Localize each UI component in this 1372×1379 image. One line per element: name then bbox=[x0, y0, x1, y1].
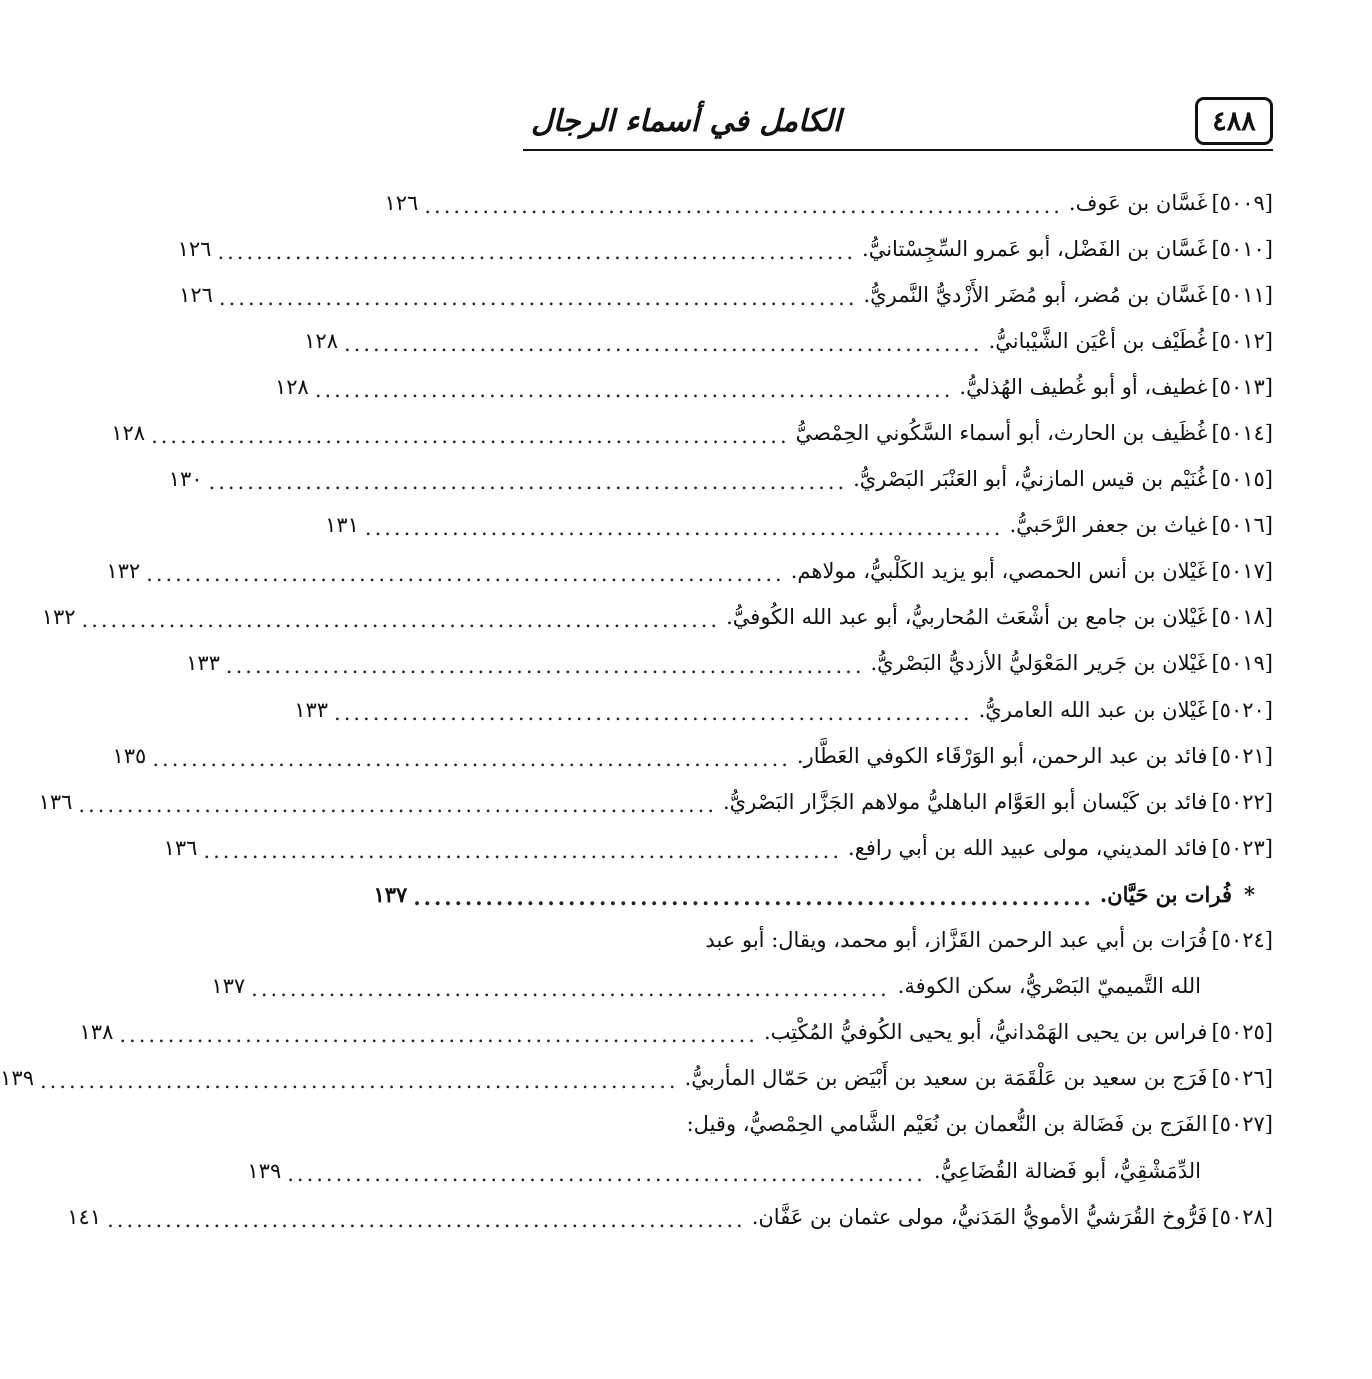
entry-number: [٥٠١٧] bbox=[1211, 559, 1273, 584]
toc-entry bbox=[294, 687, 1273, 733]
leader-dots: .................................................................. bbox=[424, 193, 1063, 218]
entry-page: ١٢٨ bbox=[111, 421, 146, 446]
entry-title: فائد بن عبد الرحمن، أبو الوَرْقَاء الكوفي العَطَّار. bbox=[796, 743, 1208, 768]
leader-dots: .................................................................. bbox=[152, 746, 791, 771]
entry-number: [٥٠٢١] bbox=[1211, 743, 1273, 768]
page-number: ٤٨٨ bbox=[1212, 105, 1256, 137]
leader-dots: .................................................................. bbox=[203, 838, 843, 863]
leader-dots: .................................................................. bbox=[344, 331, 983, 356]
entry-page: ١٣٨ bbox=[79, 1020, 114, 1045]
entry-number: [٥٠١١] bbox=[1211, 282, 1273, 307]
entry-number: [٥٠٢٧] bbox=[1211, 1112, 1273, 1137]
leader-dots: .................................................................. bbox=[413, 884, 1094, 910]
table-of-contents bbox=[0, 180, 1273, 1240]
toc-entry bbox=[177, 226, 1273, 272]
entry-title: غياث بن جعفر الرَّحَبيُّ. bbox=[1009, 513, 1208, 538]
entry-number: [٥٠٢٣] bbox=[1211, 835, 1273, 860]
entry-number: [٥٠٢٢] bbox=[1211, 789, 1273, 814]
leader-dots: .................................................................. bbox=[217, 239, 857, 264]
toc-entry bbox=[523, 1102, 1273, 1148]
toc-entry bbox=[274, 364, 1273, 410]
entry-number: [٥٠١٤] bbox=[1211, 421, 1273, 446]
entry-page: ١٤١ bbox=[67, 1204, 102, 1229]
entry-title: غُطَيْف بن أعْيَن الشَّيْبانيُّ. bbox=[988, 328, 1208, 353]
entry-number: [٥٠١٦] bbox=[1211, 513, 1273, 538]
entry-number: [٥٠١٨] bbox=[1211, 605, 1273, 630]
entry-title: غَيْلان بن جَرير المَعْوَليُّ الأزديُّ البَصْريُّ. bbox=[870, 651, 1208, 676]
toc-entry bbox=[67, 1194, 1273, 1240]
entry-title: غَيْلان بن أنس الحمصي، أبو يزيد الكَلْبيُّ، مولاهم. bbox=[790, 559, 1208, 584]
page-number-box bbox=[1195, 97, 1273, 145]
entry-number: [٥٠٢٠] bbox=[1211, 697, 1273, 722]
entry-page: ١٢٦ bbox=[179, 282, 213, 307]
star-marker: * bbox=[1244, 881, 1255, 907]
entry-title: غَسَّان بن الفَضْل، أبو عَمرو السِّجِسْتانيُّ. bbox=[862, 236, 1208, 261]
heading-page: ١٣٧ bbox=[373, 881, 408, 907]
leader-dots: .................................................................. bbox=[287, 1161, 926, 1186]
leader-dots: .................................................................. bbox=[78, 792, 717, 817]
toc-entry bbox=[111, 410, 1273, 456]
entry-page: ١٢٨ bbox=[274, 374, 309, 399]
toc-entry bbox=[106, 549, 1273, 595]
entry-number: [٥٠١٩] bbox=[1211, 651, 1273, 676]
leader-dots: .................................................................. bbox=[218, 285, 858, 310]
toc-entry-continuation bbox=[247, 1148, 1273, 1194]
entry-page: ١٣٦ bbox=[38, 789, 73, 814]
entry-title: غُنَيْم بن قيس المازنيُّ، أبو العَنْبَر البَصْريُّ. bbox=[853, 467, 1208, 492]
entry-page: ١٢٦ bbox=[384, 190, 419, 215]
entry-title: فراس بن يحيى الهَمْدانيُّ، أبو يحيى الكُوفيُّ المُكْتِب. bbox=[763, 1020, 1208, 1045]
entry-title: الفَرَج بن فَضَالة بن النُّعمان بن نُعَيْم الشَّامي الحِمْصيُّ، وقيل: bbox=[686, 1112, 1208, 1137]
entry-title: غُظَيف بن الحارث، أبو أسماء السَّكُوني الحِمْصيُّ bbox=[795, 421, 1208, 446]
entry-page: ١٣٥ bbox=[112, 743, 147, 768]
toc-entry bbox=[523, 918, 1273, 964]
toc-entry-continuation bbox=[211, 964, 1273, 1010]
entry-page: ١٣٢ bbox=[41, 605, 76, 630]
toc-entry bbox=[304, 318, 1273, 364]
toc-entry bbox=[38, 779, 1273, 825]
entry-number: [٥٠١٠] bbox=[1211, 236, 1273, 261]
leader-dots: .................................................................. bbox=[107, 1207, 746, 1232]
entry-number: [٥٠٢٦] bbox=[1211, 1066, 1273, 1091]
leader-dots: .................................................................. bbox=[334, 700, 973, 725]
toc-entry bbox=[325, 503, 1273, 549]
leader-dots: .................................................................. bbox=[151, 424, 790, 449]
entry-page: ١٣٠ bbox=[168, 467, 203, 492]
entry-title: غطيف، أو أبو غُطيف الهُذليُّ. bbox=[959, 374, 1208, 399]
entry-page: ١٣٣ bbox=[294, 697, 329, 722]
leader-dots: .................................................................. bbox=[119, 1023, 758, 1048]
leader-dots: .................................................................. bbox=[364, 516, 1004, 541]
leader-dots: .................................................................. bbox=[39, 1069, 679, 1094]
toc-entry bbox=[168, 457, 1273, 503]
entry-title: فُرَات بن أبي عبد الرحمن القَزَّاز، أبو محمد، ويقال: أبو عبد bbox=[705, 928, 1208, 953]
book-title: الكامل في أسماء الرجال bbox=[531, 103, 842, 139]
entry-title: الدِّمَشْقِيُّ، أبو فَضالة القُضَاعِيُّ. bbox=[933, 1158, 1201, 1183]
entry-title: فائد المديني، مولى عبيد الله بن أبي رافع. bbox=[848, 835, 1208, 860]
toc-heading bbox=[373, 871, 1273, 917]
leader-dots: .................................................................. bbox=[314, 377, 954, 402]
toc-entry bbox=[41, 595, 1273, 641]
leader-dots: .................................................................. bbox=[225, 654, 865, 679]
entry-number: [٥٠٢٨] bbox=[1211, 1204, 1273, 1229]
toc-entry bbox=[163, 825, 1273, 871]
entry-number: [٥٠١٣] bbox=[1211, 374, 1273, 399]
entry-number: [٥٠٠٩] bbox=[1211, 190, 1273, 215]
toc-entry bbox=[384, 180, 1273, 226]
toc-entry bbox=[79, 1010, 1273, 1056]
heading-title: فُرات بن حَيَّان. bbox=[1099, 881, 1233, 907]
entry-number: [٥٠١٥] bbox=[1211, 467, 1273, 492]
entry-title: غَسَّان بن عَوف. bbox=[1068, 190, 1208, 215]
leader-dots: .................................................................. bbox=[208, 470, 848, 495]
toc-entry bbox=[0, 1056, 1273, 1102]
entry-title: غَسَّان بن مُضر، أبو مُضَر الأَزْديُّ النَّمريُّ. bbox=[863, 282, 1208, 307]
leader-dots: .................................................................. bbox=[146, 562, 785, 587]
toc-entry bbox=[186, 641, 1273, 687]
toc-entry bbox=[179, 272, 1273, 318]
entry-title: فَرَج بن سعيد بن عَلْقَمَة بن سعيد بن أَبْيَض بن حَمّال المأربيُّ. bbox=[684, 1066, 1208, 1091]
entry-page: ١٢٦ bbox=[177, 236, 212, 261]
leader-dots: .................................................................. bbox=[81, 608, 721, 633]
entry-title: فائد بن كَيْسان أبو العَوَّام الباهليُّ مولاهم الجَزَّار البَصْريُّ. bbox=[723, 789, 1208, 814]
entry-page: ١٣٧ bbox=[211, 974, 246, 999]
entry-title: غَيْلان بن جامع بن أشْعَث المُحاربيُّ، أبو عبد الله الكُوفيُّ. bbox=[726, 605, 1208, 630]
entry-title: الله التَّميميّ البَصْريُّ، سكن الكوفة. bbox=[897, 974, 1201, 999]
entry-page: ١٣٦ bbox=[163, 835, 198, 860]
entry-page: ١٣٩ bbox=[0, 1066, 34, 1091]
entry-page: ١٣٩ bbox=[247, 1158, 282, 1183]
entry-page: ١٢٨ bbox=[304, 328, 338, 353]
entry-number: [٥٠٢٤] bbox=[1211, 928, 1273, 953]
entry-page: ١٣٣ bbox=[186, 651, 220, 676]
leader-dots: .................................................................. bbox=[251, 977, 890, 1002]
entry-title: فَرُّوخ القُرَشيُّ الأمويُّ المَدَنيُّ، مولى عثمان بن عَفَّان. bbox=[751, 1204, 1208, 1229]
entry-number: [٥٠٢٥] bbox=[1211, 1020, 1273, 1045]
toc-entry bbox=[112, 733, 1273, 779]
entry-page: ١٣٢ bbox=[106, 559, 141, 584]
header-rule bbox=[523, 149, 1273, 151]
entry-page: ١٣١ bbox=[325, 513, 359, 538]
page-header bbox=[523, 95, 1273, 159]
entry-number: [٥٠١٢] bbox=[1211, 328, 1273, 353]
entry-title: غَيْلان بن عبد الله العامريُّ. bbox=[978, 697, 1208, 722]
